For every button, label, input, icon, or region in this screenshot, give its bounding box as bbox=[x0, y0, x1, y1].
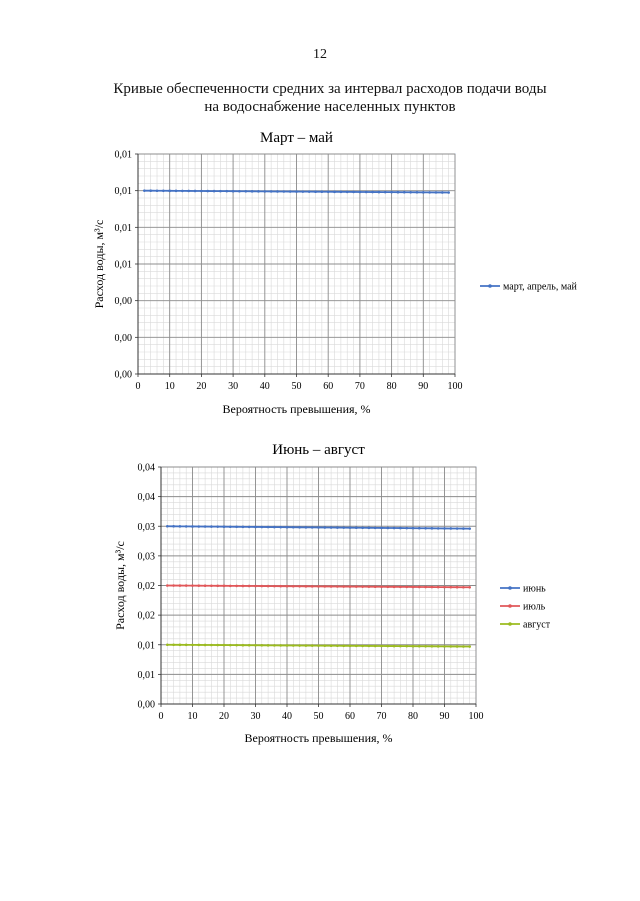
data-point bbox=[238, 190, 241, 193]
x-tick-label: 0 bbox=[135, 381, 141, 392]
data-point bbox=[441, 191, 444, 194]
chart-title: Март – май bbox=[260, 130, 333, 146]
data-point bbox=[399, 586, 402, 589]
data-point bbox=[273, 585, 276, 588]
data-point bbox=[254, 585, 257, 588]
data-point bbox=[248, 526, 251, 529]
data-point bbox=[242, 644, 245, 647]
data-point bbox=[261, 644, 264, 647]
data-point bbox=[462, 527, 465, 530]
data-point bbox=[361, 645, 364, 648]
legend-item bbox=[480, 282, 578, 293]
data-point bbox=[330, 585, 333, 588]
data-point bbox=[393, 645, 396, 648]
data-point bbox=[412, 645, 415, 648]
data-point bbox=[424, 645, 427, 648]
data-point bbox=[384, 191, 387, 194]
data-point bbox=[308, 190, 311, 193]
data-point bbox=[450, 645, 453, 648]
y-tick-label: 0,01 bbox=[114, 222, 132, 234]
y-tick-label: 0,03 bbox=[137, 551, 155, 563]
x-tick-label: 50 bbox=[313, 711, 324, 722]
data-point bbox=[371, 191, 374, 194]
legend-marker bbox=[508, 586, 512, 590]
y-tick-label: 0,02 bbox=[137, 610, 155, 622]
data-point bbox=[229, 525, 232, 528]
x-tick-label: 30 bbox=[228, 381, 239, 392]
data-point bbox=[443, 527, 446, 530]
data-point bbox=[443, 645, 446, 648]
data-point bbox=[261, 526, 264, 529]
y-tick-label: 0,00 bbox=[137, 699, 155, 711]
data-point bbox=[399, 645, 402, 648]
data-point bbox=[200, 190, 203, 193]
data-point bbox=[424, 527, 427, 530]
data-point bbox=[387, 585, 390, 588]
data-point bbox=[447, 191, 450, 194]
data-point bbox=[198, 644, 201, 647]
legend-label: июнь bbox=[523, 583, 546, 595]
data-point bbox=[185, 644, 188, 647]
data-point bbox=[327, 190, 330, 193]
data-point bbox=[368, 585, 371, 588]
data-point bbox=[428, 191, 431, 194]
x-tick-label: 90 bbox=[439, 711, 450, 722]
data-point bbox=[462, 645, 465, 648]
x-tick-label: 70 bbox=[376, 711, 387, 722]
y-axis-label: Расход воды, м³/с bbox=[92, 219, 106, 309]
data-point bbox=[412, 527, 415, 530]
data-point bbox=[342, 644, 345, 647]
data-point bbox=[210, 644, 213, 647]
data-point bbox=[179, 525, 182, 528]
x-tick-label: 60 bbox=[323, 381, 334, 392]
data-point bbox=[156, 189, 159, 192]
data-point bbox=[450, 586, 453, 589]
x-tick-label: 70 bbox=[354, 381, 365, 392]
x-axis-label: Вероятность превышения, % bbox=[222, 402, 371, 416]
y-tick-label: 0,01 bbox=[137, 669, 155, 681]
data-point bbox=[254, 526, 257, 529]
data-point bbox=[305, 526, 308, 529]
data-point bbox=[206, 190, 209, 193]
data-point bbox=[283, 190, 286, 193]
data-point bbox=[305, 585, 308, 588]
data-point bbox=[317, 585, 320, 588]
legend-item bbox=[500, 620, 551, 631]
data-point bbox=[204, 525, 207, 528]
data-point bbox=[342, 585, 345, 588]
data-point bbox=[198, 525, 201, 528]
data-point bbox=[431, 586, 434, 589]
data-point bbox=[468, 527, 471, 530]
data-point bbox=[380, 585, 383, 588]
data-point bbox=[346, 191, 349, 194]
x-tick-label: 30 bbox=[250, 711, 261, 722]
data-point bbox=[172, 525, 175, 528]
data-point bbox=[298, 644, 301, 647]
chart-2 bbox=[113, 442, 551, 745]
data-point bbox=[374, 527, 377, 530]
document-title-line-2: на водоснабжение населенных пунктов bbox=[204, 99, 456, 115]
data-point bbox=[403, 191, 406, 194]
data-point bbox=[229, 644, 232, 647]
data-point bbox=[210, 584, 213, 587]
data-point bbox=[311, 644, 314, 647]
y-tick-label: 0,02 bbox=[137, 581, 155, 592]
data-point bbox=[172, 643, 175, 646]
x-tick-label: 20 bbox=[196, 381, 207, 392]
y-tick-label: 0,00 bbox=[114, 296, 132, 308]
data-point bbox=[387, 645, 390, 648]
data-point bbox=[387, 527, 390, 530]
data-point bbox=[368, 527, 371, 530]
data-point bbox=[185, 525, 188, 528]
data-point bbox=[324, 585, 327, 588]
y-tick-label: 0,04 bbox=[137, 462, 155, 474]
data-point bbox=[336, 644, 339, 647]
data-point bbox=[450, 527, 453, 530]
data-point bbox=[166, 584, 169, 587]
data-point bbox=[349, 645, 352, 648]
data-point bbox=[181, 190, 184, 193]
data-point bbox=[242, 585, 245, 588]
data-point bbox=[198, 584, 201, 587]
data-point bbox=[456, 645, 459, 648]
data-point bbox=[267, 585, 270, 588]
data-point bbox=[418, 586, 421, 589]
data-point bbox=[175, 190, 178, 193]
data-point bbox=[311, 585, 314, 588]
data-point bbox=[216, 644, 219, 647]
data-point bbox=[324, 644, 327, 647]
data-point bbox=[380, 527, 383, 530]
data-point bbox=[405, 527, 408, 530]
y-tick-label: 0,01 bbox=[114, 149, 132, 161]
y-tick-label: 0,03 bbox=[137, 521, 155, 533]
x-tick-label: 50 bbox=[291, 381, 302, 392]
data-point bbox=[393, 527, 396, 530]
data-point bbox=[264, 190, 267, 193]
data-point bbox=[302, 190, 305, 193]
x-tick-label: 40 bbox=[282, 711, 292, 722]
x-tick-label: 80 bbox=[408, 711, 418, 722]
data-point bbox=[166, 525, 169, 528]
data-point bbox=[456, 586, 459, 589]
data-point bbox=[374, 585, 377, 588]
legend-item bbox=[500, 584, 546, 595]
data-point bbox=[311, 526, 314, 529]
data-point bbox=[223, 525, 226, 528]
x-axis-label: Вероятность превышения, % bbox=[244, 731, 393, 745]
data-point bbox=[416, 191, 419, 194]
data-point bbox=[223, 644, 226, 647]
data-point bbox=[330, 526, 333, 529]
data-point bbox=[424, 586, 427, 589]
data-point bbox=[286, 585, 289, 588]
data-point bbox=[191, 644, 194, 647]
data-point bbox=[298, 526, 301, 529]
data-point bbox=[352, 191, 355, 194]
data-point bbox=[232, 190, 235, 193]
data-point bbox=[418, 527, 421, 530]
data-point bbox=[321, 190, 324, 193]
data-point bbox=[273, 526, 276, 529]
data-point bbox=[248, 585, 251, 588]
data-point bbox=[213, 190, 216, 193]
y-tick-label: 0,04 bbox=[137, 492, 155, 504]
data-point bbox=[349, 585, 352, 588]
data-point bbox=[361, 526, 364, 529]
data-point bbox=[393, 586, 396, 589]
data-point bbox=[267, 526, 270, 529]
data-point bbox=[191, 584, 194, 587]
x-tick-label: 60 bbox=[345, 711, 355, 722]
data-point bbox=[355, 526, 358, 529]
data-point bbox=[286, 526, 289, 529]
data-point bbox=[397, 191, 400, 194]
legend-label: март, апрель, май bbox=[503, 281, 577, 293]
legend-label: август bbox=[523, 619, 551, 631]
data-point bbox=[361, 585, 364, 588]
data-point bbox=[324, 526, 327, 529]
data-point bbox=[257, 190, 260, 193]
x-tick-label: 100 bbox=[468, 711, 484, 722]
data-point bbox=[225, 190, 228, 193]
data-point bbox=[412, 586, 415, 589]
data-point bbox=[286, 644, 289, 647]
data-point bbox=[336, 585, 339, 588]
data-point bbox=[185, 584, 188, 587]
data-point bbox=[242, 526, 245, 529]
data-point bbox=[149, 189, 152, 192]
x-tick-label: 20 bbox=[219, 711, 229, 722]
x-tick-label: 0 bbox=[158, 711, 164, 722]
data-point bbox=[279, 585, 282, 588]
data-point bbox=[295, 190, 298, 193]
x-tick-label: 40 bbox=[259, 381, 270, 392]
data-point bbox=[399, 527, 402, 530]
data-point bbox=[340, 191, 343, 194]
data-point bbox=[292, 585, 295, 588]
data-point bbox=[172, 584, 175, 587]
chart-title: Июнь – август bbox=[272, 442, 365, 458]
y-tick-label: 0,01 bbox=[114, 186, 132, 198]
y-tick-label: 0,00 bbox=[114, 369, 132, 381]
data-point bbox=[418, 645, 421, 648]
data-point bbox=[273, 644, 276, 647]
legend-label: июль bbox=[523, 601, 546, 613]
data-point bbox=[365, 191, 368, 194]
data-point bbox=[191, 525, 194, 528]
page-number: 12 bbox=[313, 47, 327, 62]
data-point bbox=[317, 644, 320, 647]
x-tick-label: 90 bbox=[418, 381, 429, 392]
data-point bbox=[219, 190, 222, 193]
data-point bbox=[431, 527, 434, 530]
data-point bbox=[437, 645, 440, 648]
data-point bbox=[289, 190, 292, 193]
legend-marker bbox=[508, 622, 512, 626]
data-point bbox=[235, 644, 238, 647]
data-point bbox=[223, 585, 226, 588]
data-point bbox=[166, 643, 169, 646]
data-point bbox=[405, 645, 408, 648]
y-tick-label: 0,01 bbox=[114, 259, 132, 271]
data-point bbox=[355, 585, 358, 588]
data-point bbox=[355, 645, 358, 648]
data-point bbox=[276, 190, 279, 193]
data-point bbox=[462, 586, 465, 589]
legend-marker bbox=[488, 284, 492, 288]
x-tick-label: 10 bbox=[187, 711, 198, 722]
data-point bbox=[179, 584, 182, 587]
data-point bbox=[314, 190, 317, 193]
y-tick-label: 0,00 bbox=[114, 332, 132, 344]
data-point bbox=[248, 644, 251, 647]
data-point bbox=[468, 586, 471, 589]
data-point bbox=[374, 645, 377, 648]
data-point bbox=[422, 191, 425, 194]
data-point bbox=[456, 527, 459, 530]
data-point bbox=[342, 526, 345, 529]
data-point bbox=[279, 526, 282, 529]
data-point bbox=[378, 191, 381, 194]
document-title-line-1: Кривые обеспеченности средних за интервал расходов подачи воды bbox=[113, 81, 547, 97]
data-point bbox=[336, 526, 339, 529]
data-point bbox=[333, 191, 336, 194]
data-point bbox=[251, 190, 254, 193]
data-point bbox=[254, 644, 257, 647]
data-point bbox=[216, 584, 219, 587]
data-point bbox=[390, 191, 393, 194]
data-point bbox=[292, 644, 295, 647]
data-point bbox=[187, 190, 190, 193]
data-point bbox=[267, 644, 270, 647]
data-point bbox=[194, 190, 197, 193]
data-point bbox=[235, 585, 238, 588]
data-point bbox=[405, 586, 408, 589]
data-point bbox=[168, 190, 171, 193]
data-point bbox=[431, 645, 434, 648]
data-point bbox=[279, 644, 282, 647]
legend-item bbox=[500, 602, 546, 613]
data-point bbox=[409, 191, 412, 194]
data-point bbox=[270, 190, 273, 193]
data-point bbox=[244, 190, 247, 193]
data-point bbox=[305, 644, 308, 647]
data-point bbox=[349, 526, 352, 529]
data-point bbox=[317, 526, 320, 529]
data-point bbox=[468, 645, 471, 648]
data-point bbox=[204, 584, 207, 587]
data-point bbox=[330, 644, 333, 647]
x-tick-label: 10 bbox=[164, 381, 175, 392]
data-point bbox=[443, 586, 446, 589]
data-point bbox=[437, 586, 440, 589]
y-axis-label: Расход воды, м³/с bbox=[113, 541, 127, 630]
data-point bbox=[359, 191, 362, 194]
data-point bbox=[216, 525, 219, 528]
data-point bbox=[235, 525, 238, 528]
data-point bbox=[210, 525, 213, 528]
data-point bbox=[380, 645, 383, 648]
x-tick-label: 80 bbox=[386, 381, 397, 392]
data-point bbox=[179, 644, 182, 647]
data-point bbox=[435, 191, 438, 194]
legend-marker bbox=[508, 604, 512, 608]
data-point bbox=[143, 189, 146, 192]
data-point bbox=[229, 585, 232, 588]
x-tick-label: 100 bbox=[447, 381, 463, 392]
y-tick-label: 0,01 bbox=[137, 640, 155, 652]
chart-1 bbox=[92, 130, 578, 416]
data-point bbox=[292, 526, 295, 529]
data-point bbox=[204, 644, 207, 647]
data-point bbox=[298, 585, 301, 588]
data-point bbox=[437, 527, 440, 530]
data-point bbox=[162, 189, 165, 192]
data-point bbox=[368, 645, 371, 648]
data-point bbox=[261, 585, 264, 588]
